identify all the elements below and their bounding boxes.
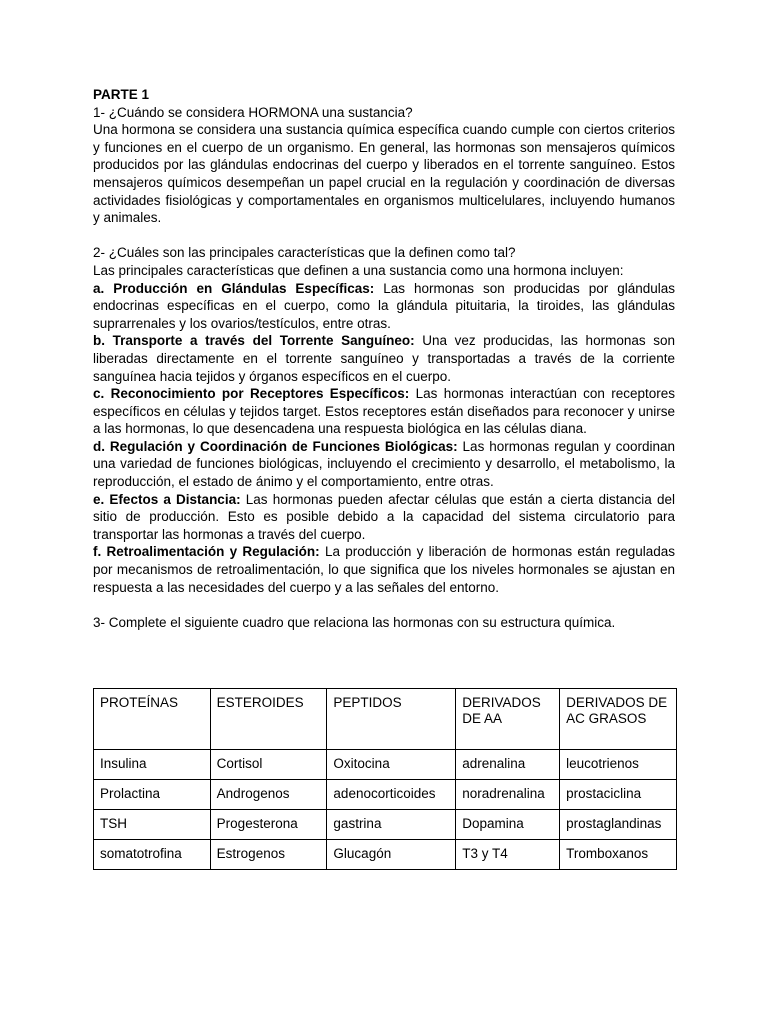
characteristic-term: a. Producción en Glándulas Específicas: (93, 280, 375, 296)
characteristic-term: f. Retroalimentación y Regulación: (93, 544, 320, 560)
table-header-row (94, 689, 677, 750)
characteristic-c (93, 385, 675, 438)
table-cell: Oxitocina (327, 750, 456, 780)
table-cell: Cortisol (210, 750, 327, 780)
table-row (94, 780, 677, 810)
question-2: 2- ¿Cuáles son las principales características que la definen como tal? (93, 245, 516, 261)
table-row (94, 810, 677, 840)
table-cell: adrenalina (456, 750, 560, 780)
table-cell: prostaciclina (560, 780, 677, 810)
question-1: 1- ¿Cuándo se considera HORMONA una sustancia? (93, 104, 413, 120)
characteristic-term: c. Reconocimiento por Receptores Específicos: (93, 386, 410, 402)
table-row (94, 750, 677, 780)
characteristic-d (93, 438, 675, 491)
answer-1: Una hormona se considera una sustancia química específica cuando cumple con ciertos criterios y funciones en el cuerpo de un organismo. En general, las hormonas son mensajeros químicos producidos por las glándulas endocrinas del cuerpo y liberados en el torrente sanguíneo. Estos mensajeros químicos desempeñan un papel crucial en la regulación y coordinación de diversas actividades fisiológicas y comportamentales en organismos multicelulares, incluyendo humanos y animales. (93, 122, 675, 226)
table-cell: noradrenalina (456, 780, 560, 810)
table-cell: Progesterona (210, 810, 327, 840)
characteristic-term: d. Regulación y Coordinación de Funciones Biológicas: (93, 438, 458, 454)
answer-2-intro: Las principales características que definen a una sustancia como una hormona incluyen: (93, 262, 624, 278)
table-cell: T3 y T4 (456, 840, 560, 870)
characteristic-term: b. Transporte a través del Torrente Sanguíneo: (93, 333, 415, 349)
table-row (94, 840, 677, 870)
characteristic-a (93, 280, 675, 333)
characteristic-f (93, 543, 675, 596)
table-cell: Prolactina (94, 780, 211, 810)
part-title: PARTE 1 (93, 87, 150, 102)
table-cell: Androgenos (210, 780, 327, 810)
table-header-cell: DERIVADOS DE AA (456, 689, 560, 750)
table-header-cell: PEPTIDOS (327, 689, 456, 750)
table-cell: Insulina (94, 750, 211, 780)
characteristic-text: Las hormonas son producidas por glándulas endocrinas específicas en el cuerpo, como la glándula pituitaria, la tiroides, las glándulas suprarrenales y los ovarios/testículos, entre otras. (93, 280, 675, 331)
characteristic-text: Una vez producidas, las hormonas son liberadas directamente en el torrente sanguíneo y transportadas a través de la corriente sanguínea hacia tejidos y órganos específicos en el cuerpo. (93, 333, 675, 384)
table-header-cell: DERIVADOS DE AC GRASOS (560, 689, 677, 750)
table-cell: Dopamina (456, 810, 560, 840)
characteristic-e (93, 491, 675, 544)
characteristic-term: e. Efectos a Distancia: (93, 491, 241, 507)
table-cell: Estrogenos (210, 840, 327, 870)
table-cell: somatotrofina (94, 840, 211, 870)
characteristic-text: Las hormonas pueden afectar células que están a cierta distancia del sitio de producción. Esto es posible debido a la capacidad del sistema circulatorio para transportar las hormonas a través del cuerpo. (93, 491, 675, 542)
table-header-cell: PROTEÍNAS (94, 689, 211, 750)
table-cell: leucotrienos (560, 750, 677, 780)
table-header-cell: ESTEROIDES (210, 689, 327, 750)
table-cell: Glucagón (327, 840, 456, 870)
characteristic-text: Las hormonas interactúan con receptores específicos en células y tejidos target. Estos receptores están diseñados para reconocer y unirse a las hormonas, lo que desencadena una respuesta biológica en las células diana. (93, 386, 675, 437)
hormone-structure-table (93, 688, 677, 870)
table-cell: Tromboxanos (560, 840, 677, 870)
table-cell: TSH (94, 810, 211, 840)
table-cell: gastrina (327, 810, 456, 840)
characteristic-b (93, 332, 675, 385)
characteristic-text: Las hormonas regulan y coordinan una variedad de funciones biológicas, incluyendo el crecimiento y desarrollo, el metabolismo, la reproducción, el estado de ánimo y el comportamiento, entre otras. (93, 438, 675, 490)
table-cell: adenocorticoides (327, 780, 456, 810)
characteristic-text: La producción y liberación de hormonas están reguladas por mecanismos de retroalimentación, lo que significa que los niveles hormonales se ajustan en respuesta a las necesidades del cuerpo y a las señales del entorno. (93, 544, 675, 595)
question-3: 3- Complete el siguiente cuadro que relaciona las hormonas con su estructura química. (93, 614, 616, 630)
table-cell: prostaglandinas (560, 810, 677, 840)
